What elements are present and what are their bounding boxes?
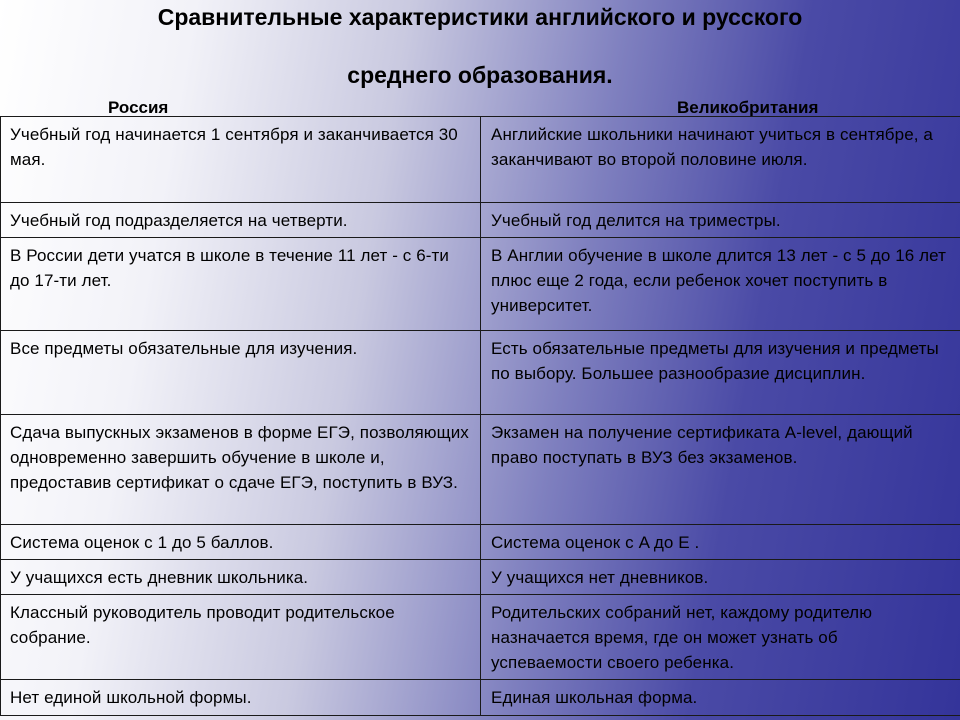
comparison-table: [0, 116, 960, 716]
table-row: [1, 117, 960, 203]
cell-uk: Учебный год делится на триместры.: [481, 203, 960, 238]
cell-russia: У учащихся есть дневник школьника.: [1, 560, 481, 595]
table-row: [1, 238, 960, 331]
cell-russia: Учебный год подразделяется на четверти.: [1, 203, 481, 238]
table-row: [1, 331, 960, 415]
table-row: [1, 595, 960, 680]
cell-russia: Сдача выпускных экзаменов в форме ЕГЭ, позволяющих одновременно завершить обучение в школе и, предоставив сертификат о сдаче ЕГЭ, поступить в ВУЗ.: [1, 415, 481, 525]
cell-russia: В России дети учатся в школе в течение 11 лет - с 6-ти до 17-ти лет.: [1, 238, 481, 331]
column-header-uk: Великобритания: [677, 98, 819, 117]
cell-uk: У учащихся нет дневников.: [481, 560, 960, 595]
column-header-russia: Россия: [108, 98, 169, 117]
cell-russia: Классный руководитель проводит родительское собрание.: [1, 595, 481, 680]
table-row: [1, 415, 960, 525]
cell-uk: Родительских собраний нет, каждому родителю назначается время, где он может узнать об успеваемости своего ребенка.: [481, 595, 960, 680]
cell-russia: Нет единой школьной формы.: [1, 680, 481, 716]
cell-uk: В Англии обучение в школе длится 13 лет - с 5 до 16 лет плюс еще 2 года, если ребенок хочет поступить в университет.: [481, 238, 960, 331]
table-row: [1, 203, 960, 238]
cell-uk: Есть обязательные предметы для изучения и предметы по выбору. Большее разнообразие дисциплин.: [481, 331, 960, 415]
cell-russia: Система оценок с 1 до 5 баллов.: [1, 525, 481, 560]
table-row: [1, 525, 960, 560]
cell-russia: Все предметы обязательные для изучения.: [1, 331, 481, 415]
table-row: [1, 680, 960, 716]
title-line-2: среднего образования.: [347, 62, 613, 88]
cell-uk: Английские школьники начинают учиться в сентябре, а заканчивают во второй половине июля.: [481, 117, 960, 203]
title-line-1: Сравнительные характеристики английского и русского: [157, 4, 803, 30]
cell-uk: Единая школьная форма.: [481, 680, 960, 716]
cell-uk: Экзамен на получение сертификата A-level, дающий право поступать в ВУЗ без экзаменов.: [481, 415, 960, 525]
cell-uk: Система оценок с A до E .: [481, 525, 960, 560]
table-row: [1, 560, 960, 595]
cell-russia: Учебный год начинается 1 сентября и заканчивается 30 мая.: [1, 117, 481, 203]
